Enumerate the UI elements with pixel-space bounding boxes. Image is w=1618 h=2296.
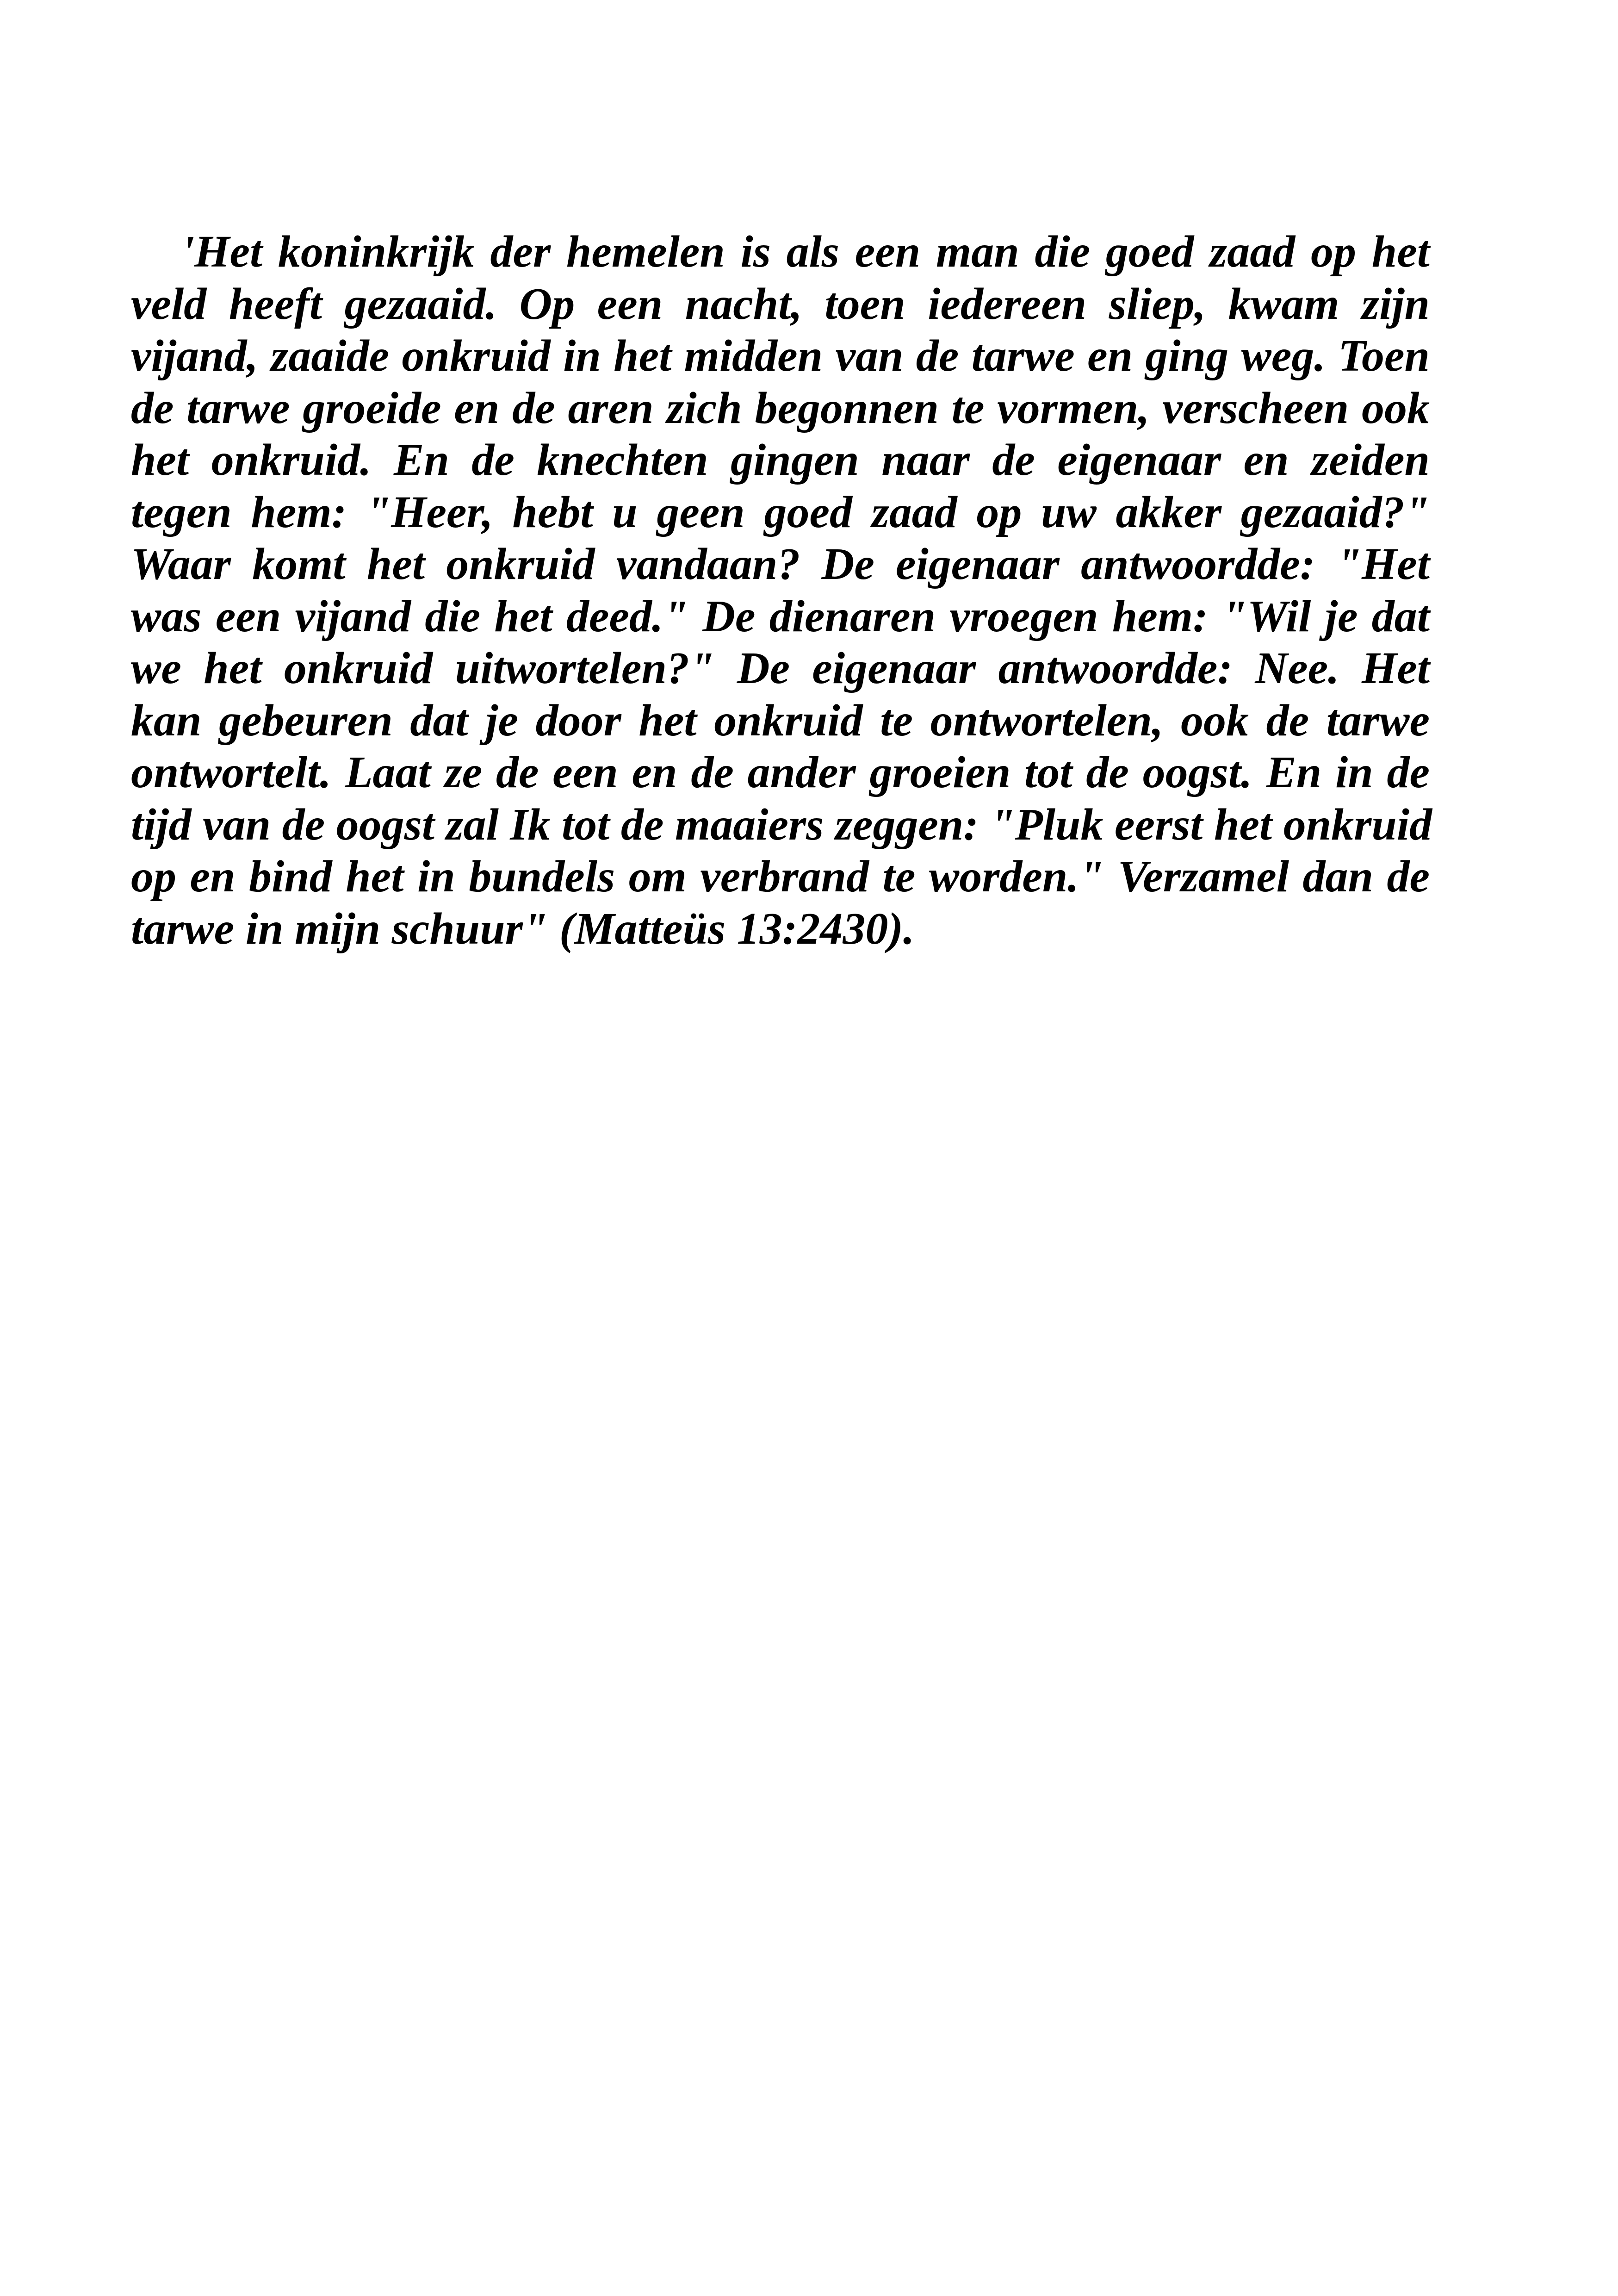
paragraph-line: was een vijand die het deed." De dienaren vroegen hem: "Wil je dat bbox=[131, 591, 1430, 641]
paragraph-line: tegen hem: "Heer, hebt u geen goed zaad op uw akker gezaaid?" bbox=[131, 487, 1430, 537]
paragraph-line: we het onkruid uitwortelen?" De eigenaar antwoordde: Nee. Het bbox=[131, 643, 1430, 693]
paragraph-line: ontwortelt. Laat ze de een en de ander groeien tot de oogst. En in de bbox=[131, 747, 1430, 797]
paragraph-line: het onkruid. En de knechten gingen naar de eigenaar en zeiden bbox=[131, 435, 1430, 485]
paragraph-line: vijand, zaaide onkruid in het midden van de tarwe en ging weg. Toen bbox=[131, 331, 1430, 381]
paragraph-line: de tarwe groeide en de aren zich begonnen te vormen, verscheen ook bbox=[131, 383, 1430, 433]
paragraph-line: veld heeft gezaaid. Op een nacht, toen iedereen sliep, kwam zijn bbox=[131, 279, 1430, 329]
paragraph-line: 'Het koninkrijk der hemelen is als een man die goed zaad op het bbox=[182, 227, 1430, 277]
paragraph-line: op en bind het in bundels om verbrand te worden." Verzamel dan de bbox=[131, 852, 1430, 902]
paragraph-line: Waar komt het onkruid vandaan? De eigenaar antwoordde: "Het bbox=[131, 539, 1430, 589]
parable-paragraph bbox=[131, 226, 1430, 955]
paragraph-line: kan gebeuren dat je door het onkruid te ontwortelen, ook de tarwe bbox=[131, 695, 1430, 746]
paragraph-line: tarwe in mijn schuur" (Matteüs 13:2430). bbox=[131, 903, 915, 954]
paragraph-line: tijd van de oogst zal Ik tot de maaiers zeggen: "Pluk eerst het onkruid bbox=[131, 799, 1432, 850]
